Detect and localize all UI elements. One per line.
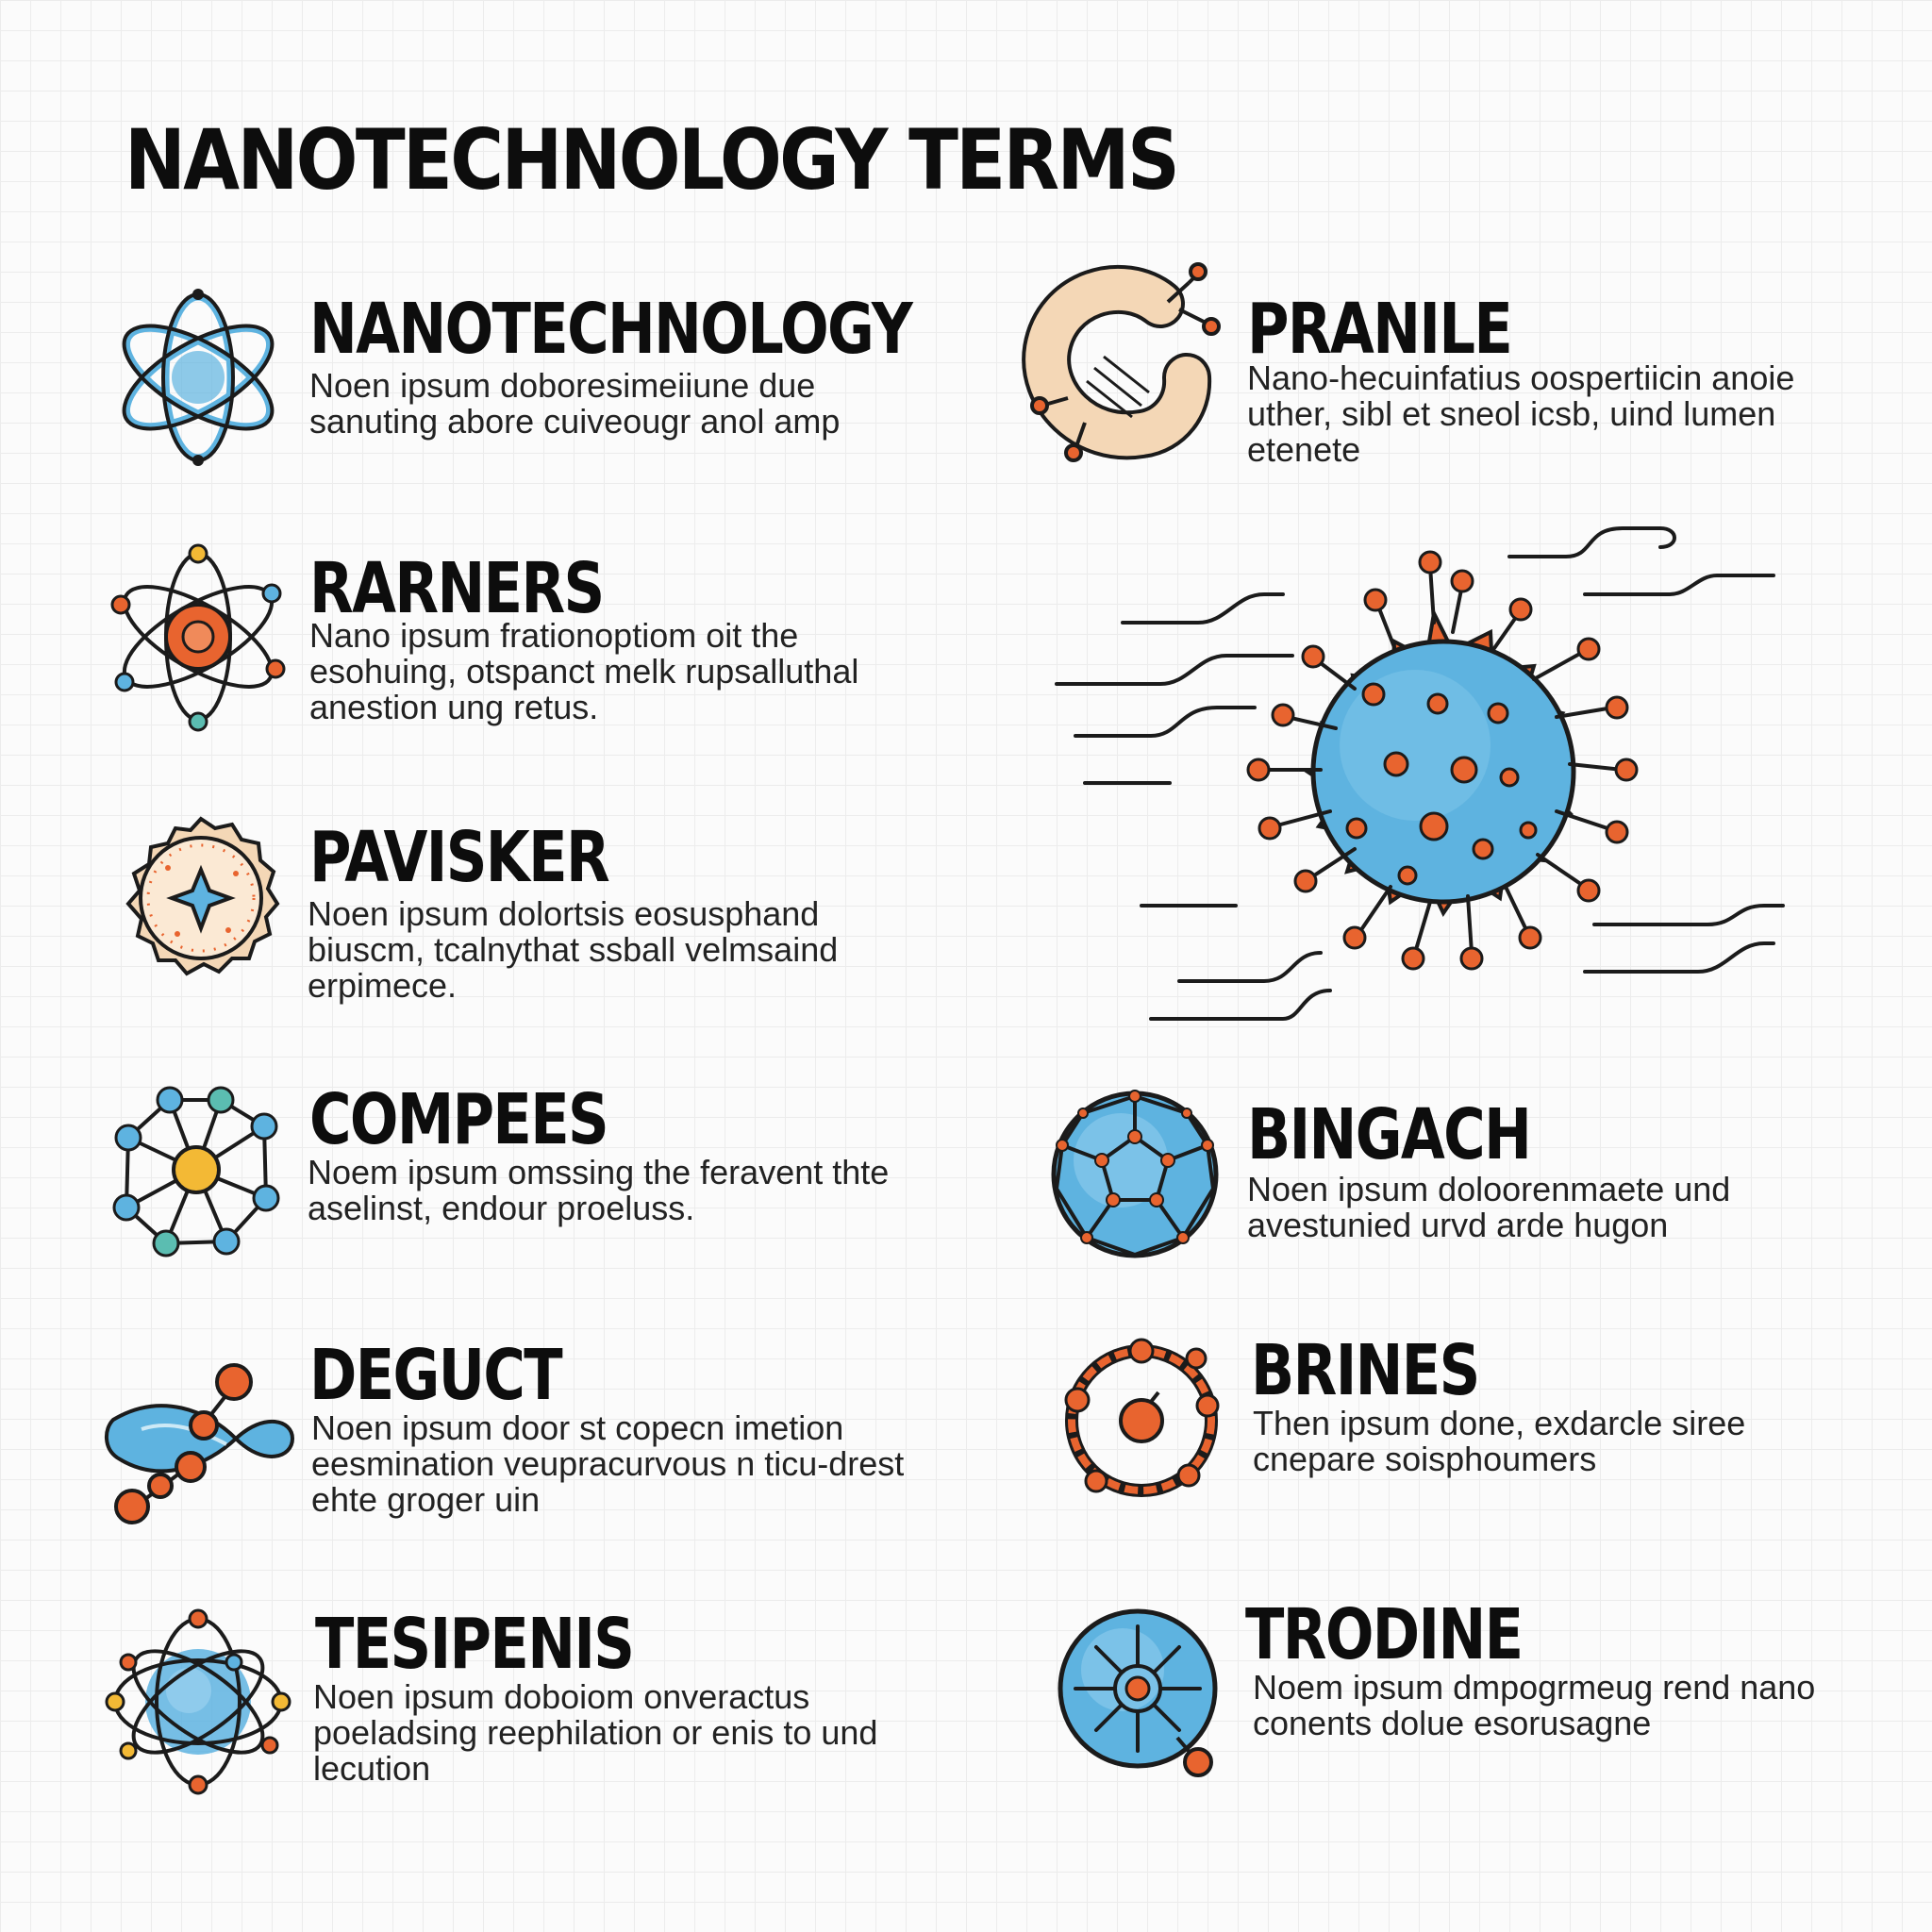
term-title: BRINES bbox=[1251, 1330, 1479, 1411]
nano-capsule-icon bbox=[1057, 1594, 1236, 1792]
atom-blue-icon bbox=[104, 283, 292, 472]
atom-orange-nucleus-icon bbox=[104, 542, 292, 731]
term-description: Noem ipsum omssing the feravent thte aselinst, endour proeluss. bbox=[308, 1153, 890, 1227]
nanotube-ring-icon bbox=[1028, 264, 1226, 472]
term-description: Noen ipsum door st copecn imetion eesmination veupracurvous n ticu-drest ehte groger uin bbox=[311, 1408, 905, 1519]
term-title: DEGUCT bbox=[309, 1335, 561, 1416]
term-title: RARNERS bbox=[309, 548, 604, 629]
molecule-network-icon bbox=[104, 1075, 292, 1264]
term-description: Noem ipsum dmpogrmeug rend nano conents dolue esorusagne bbox=[1253, 1668, 1816, 1742]
term-description: Noen ipsum dolortsis eosusphand biuscm, tcalnythat ssball velmsaind erpimece. bbox=[308, 894, 839, 1005]
term-title: TRODINE bbox=[1245, 1594, 1523, 1675]
page-title: NANOTECHNOLOGY TERMS bbox=[125, 111, 1178, 208]
term-title: PRANILE bbox=[1247, 289, 1512, 370]
twisted-strand-icon bbox=[104, 1354, 302, 1533]
term-description: Noen ipsum doboiom onveractus poeladsing reephilation or enis to und lecution bbox=[313, 1677, 878, 1788]
term-title: NANOTECHNOLOGY bbox=[309, 289, 912, 370]
chain-ring-icon bbox=[1057, 1330, 1236, 1509]
term-description: Then ipsum done, exdarcle siree cnepare soisphoumers bbox=[1253, 1404, 1746, 1478]
term-title: BINGACH bbox=[1247, 1094, 1531, 1175]
orbital-sphere-icon bbox=[104, 1604, 292, 1792]
term-description: Noen ipsum doloorenmaete und avestunied urvd arde hugon bbox=[1247, 1170, 1731, 1244]
term-description: Nano-hecuinfatius oospertiicin anoie uther, sibl et sneol icsb, uind lumen etenete bbox=[1247, 358, 1795, 469]
term-description: Nano ipsum frationoptiom oit the esohuing, otspanct melk rupsalluthal anestion ung retus. bbox=[309, 616, 859, 726]
particle-cell-icon bbox=[111, 811, 291, 991]
term-description: Noen ipsum doboresimeiiune due sanuting abore cuiveougr anol amp bbox=[309, 366, 841, 441]
geodesic-sphere-icon bbox=[1045, 1085, 1224, 1264]
term-title: TESIPENIS bbox=[315, 1604, 634, 1685]
nanoparticle-illustration bbox=[1057, 528, 1811, 1057]
term-title: COMPEES bbox=[309, 1079, 608, 1160]
term-title: PAVISKER bbox=[309, 817, 609, 898]
